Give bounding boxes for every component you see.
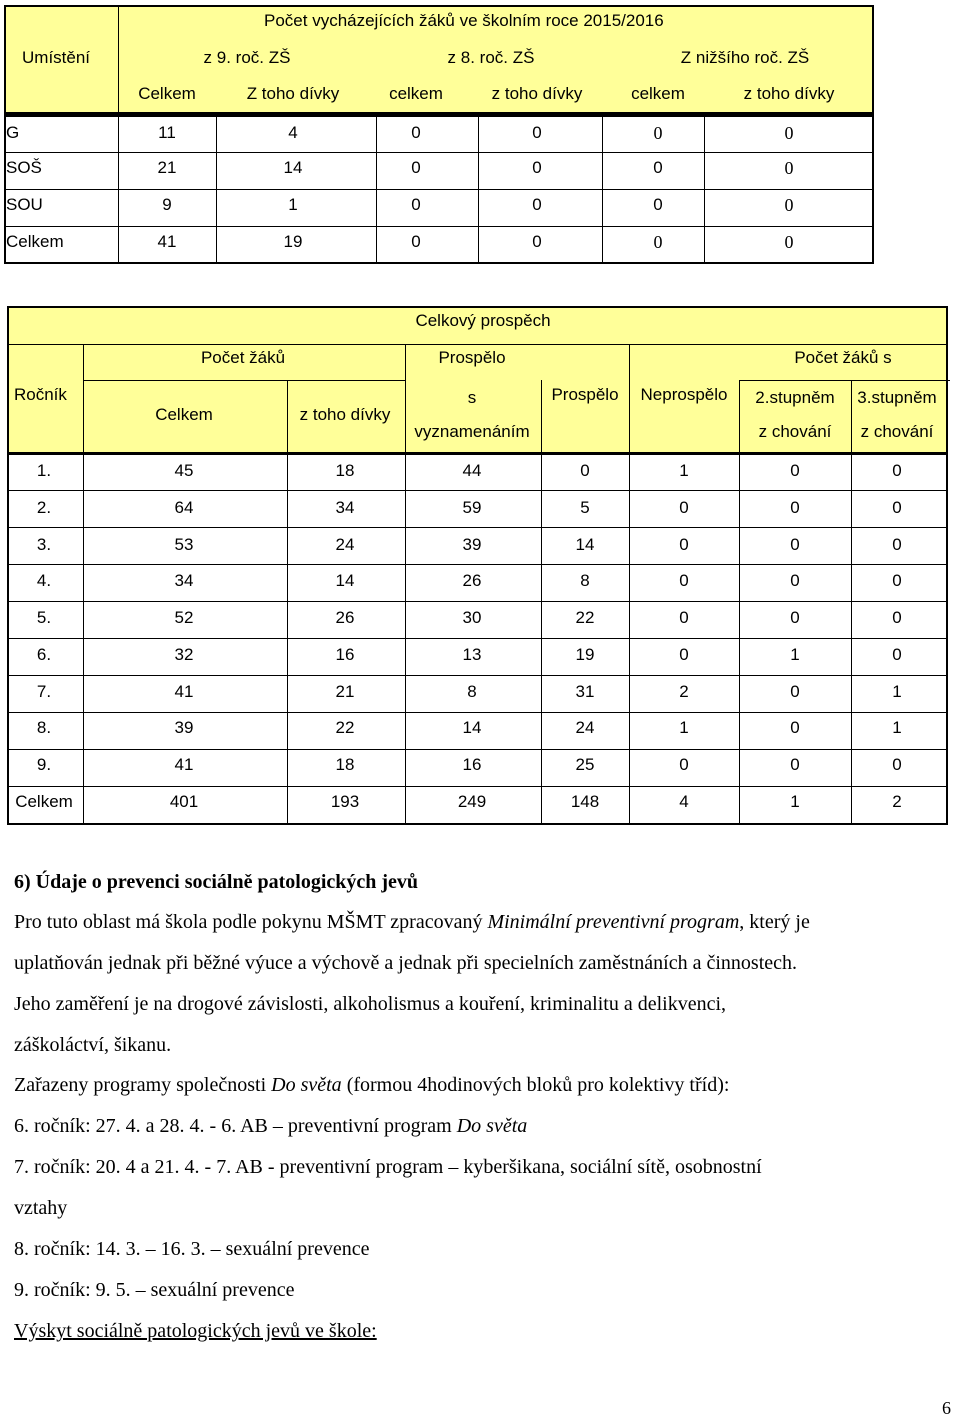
table2-cell: 31 <box>575 682 595 701</box>
table2-cell: 0 <box>892 645 902 664</box>
table2-cell: 16 <box>335 645 355 664</box>
table2-cell: 30 <box>462 608 482 627</box>
table2-cell: 249 <box>457 792 487 811</box>
table1-cell: 1 <box>288 195 298 214</box>
table2-cell: 45 <box>174 461 194 480</box>
paragraph-line: záškoláctví, šikanu. <box>14 1034 172 1056</box>
table2-prospelo-header: Prospělo <box>438 348 506 367</box>
table1-cell: 0 <box>784 195 794 215</box>
table2-cell: 1 <box>679 718 689 737</box>
table1-subheader: celkem <box>389 84 443 103</box>
table2-cell: 25 <box>575 755 595 774</box>
table2-cell: 0 <box>892 608 902 627</box>
table2-cell: 52 <box>174 608 194 627</box>
list-item: 9. ročník: 9. 5. – sexuální prevence <box>14 1279 295 1301</box>
table1-group-8: z 8. roč. ZŠ <box>447 48 535 67</box>
table1-subheader: z toho dívky <box>743 84 835 103</box>
table2-cell: 14 <box>335 571 355 590</box>
table1-subheader: celkem <box>631 84 685 103</box>
table2-cell: 22 <box>575 608 595 627</box>
table2-row-label: 2. <box>36 498 52 517</box>
table1-cell: 0 <box>532 158 542 177</box>
table1-cell: 11 <box>158 123 176 142</box>
table2-s-header: s <box>467 388 477 407</box>
section-heading: 6) Údaje o prevenci sociálně patologických jevů <box>14 871 419 893</box>
paragraph-line: Jeho zaměření je na drogové závislosti, alkoholismus a kouření, kriminalitu a delikvenci, <box>14 993 727 1015</box>
table2-cell: 18 <box>335 461 355 480</box>
table2-cell: 0 <box>790 755 800 774</box>
table1-row-label: SOU <box>6 195 43 214</box>
table1-cell: 9 <box>162 195 172 214</box>
table2-cell: 0 <box>679 535 689 554</box>
table1-cell: 4 <box>288 123 298 142</box>
table2-cell: 21 <box>335 682 355 701</box>
table2-cell: 24 <box>575 718 595 737</box>
table1-cell: 19 <box>283 232 303 251</box>
table1-group-lower: Z nižšího roč. ZŠ <box>680 48 810 67</box>
table2-cell: 14 <box>575 535 595 554</box>
table2-cell: 34 <box>174 571 194 590</box>
paragraph-line: Pro tuto oblast má škola podle pokynu MŠMT zpracovaný Minimální preventivní program, který je <box>14 911 810 933</box>
table2-row-label: 8. <box>36 718 52 737</box>
table1-cell: 0 <box>653 232 663 252</box>
table2-row-label: 6. <box>36 645 52 664</box>
table1-cell: 0 <box>411 123 421 142</box>
table1-body <box>4 114 874 264</box>
table2-cell: 0 <box>790 682 800 701</box>
table2-cell: 32 <box>174 645 194 664</box>
table2-cell: 18 <box>335 755 355 774</box>
table2-cell: 401 <box>169 792 199 811</box>
table2-row-label: 3. <box>36 535 52 554</box>
table2-cell: 39 <box>174 718 194 737</box>
table2-cell: 1 <box>790 645 800 664</box>
table2-cell: 0 <box>580 461 590 480</box>
table1-subheader: Z toho dívky <box>246 84 340 103</box>
table2-cell: 2 <box>679 682 689 701</box>
table2-cell: 0 <box>892 498 902 517</box>
list-item: vztahy <box>14 1197 68 1219</box>
table2-celkem-header: Celkem <box>155 405 213 424</box>
table2-cell: 148 <box>570 792 600 811</box>
table2-cell: 0 <box>679 571 689 590</box>
table1-cell: 0 <box>784 158 794 178</box>
table2-cell: 13 <box>462 645 482 664</box>
table2-row-label: 1. <box>36 461 52 480</box>
table2-title: Celkový prospěch <box>415 311 551 330</box>
table2-cell: 0 <box>892 535 902 554</box>
table2-stupen3-header: 3.stupněm <box>857 388 937 407</box>
table2-cell: 1 <box>790 792 800 811</box>
table2-cell: 39 <box>462 535 482 554</box>
table1-cell: 0 <box>653 195 663 214</box>
table2-cell: 0 <box>679 755 689 774</box>
table2-pocet-zaku-s-header: Počet žáků s <box>794 348 892 367</box>
table2-cell: 22 <box>335 718 355 737</box>
table2-chovani3-header: z chování <box>860 422 934 441</box>
table2-row-label: 9. <box>36 755 52 774</box>
table2-cell: 14 <box>462 718 482 737</box>
paragraph-line: Zařazeny programy společnosti Do světa (formou 4hodinových bloků pro kolektivy tříd): <box>14 1074 730 1096</box>
table1-row-label: Celkem <box>6 232 64 251</box>
table2-cell: 26 <box>462 571 482 590</box>
table1-cell: 0 <box>784 232 794 252</box>
table2-cell: 59 <box>462 498 482 517</box>
table2-cell: 1 <box>892 718 902 737</box>
subsection-heading: Výskyt sociálně patologických jevů ve škole: <box>14 1320 377 1342</box>
table2-cell: 41 <box>174 755 194 774</box>
table2-cell: 8 <box>580 571 590 590</box>
table2-row-label: 7. <box>36 682 52 701</box>
table1-cell: 0 <box>653 158 663 177</box>
table2-vyznamenanim-header: vyznamenáním <box>414 422 530 441</box>
table2-cell: 0 <box>679 608 689 627</box>
table1-cell: 0 <box>532 232 542 251</box>
table2-cell: 4 <box>679 792 689 811</box>
table1-umisteni-header: Umístění <box>22 48 91 67</box>
table1-cell: 0 <box>532 123 542 142</box>
table2-cell: 0 <box>790 535 800 554</box>
table2-neprospelo-header: Neprospělo <box>640 385 728 404</box>
table2-prospelo2-header: Prospělo <box>551 385 619 404</box>
table2-cell: 0 <box>679 645 689 664</box>
table2-row-label: 4. <box>36 571 52 590</box>
table1-group-9: z 9. roč. ZŠ <box>203 48 291 67</box>
list-item: 7. ročník: 20. 4 a 21. 4. - 7. AB - preventivní program – kyberšikana, sociální sítě, osobnostní <box>14 1156 762 1178</box>
table2-cell: 0 <box>892 755 902 774</box>
table2-cell: 1 <box>892 682 902 701</box>
table2-cell: 0 <box>790 571 800 590</box>
table1-cell: 14 <box>283 158 303 177</box>
table2-row-label: 5. <box>36 608 52 627</box>
table2-cell: 64 <box>174 498 194 517</box>
table2-cell: 0 <box>892 461 902 480</box>
table1-cell: 0 <box>653 123 663 143</box>
table1-cell: 41 <box>157 232 177 251</box>
table1-row-label: G <box>6 123 20 142</box>
table2-rocnik-header: Ročník <box>14 385 67 404</box>
table2-row-label: Celkem <box>15 792 73 811</box>
table1-cell: 0 <box>411 195 421 214</box>
table2-cell: 0 <box>790 498 800 517</box>
table2-cell: 41 <box>174 682 194 701</box>
table2-cell: 53 <box>174 535 194 554</box>
paragraph-line: uplatňován jednak při běžné výuce a výchově a jednak při specielních zaměstnáních a činnostech. <box>14 952 798 974</box>
table2-cell: 2 <box>892 792 902 811</box>
table2-cell: 0 <box>892 571 902 590</box>
table1-cell: 0 <box>784 123 794 143</box>
table2-cell: 44 <box>462 461 482 480</box>
table2-pocet-zaku-header: Počet žáků <box>200 348 286 367</box>
table2-cell: 0 <box>790 718 800 737</box>
table2-cell: 0 <box>679 498 689 517</box>
table2-cell: 24 <box>335 535 355 554</box>
page-number: 6 <box>942 1398 951 1418</box>
table2-cell: 8 <box>467 682 477 701</box>
table2-stupen2-header: 2.stupněm <box>755 388 835 407</box>
table1-cell: 21 <box>157 158 177 177</box>
table2-cell: 0 <box>790 461 800 480</box>
table1-row-label: SOŠ <box>6 158 42 177</box>
table2-cell: 0 <box>790 608 800 627</box>
table1-subheader: Celkem <box>138 84 196 103</box>
list-item: 8. ročník: 14. 3. – 16. 3. – sexuální prevence <box>14 1238 370 1260</box>
table2-cell: 34 <box>335 498 355 517</box>
table1-cell: 0 <box>411 158 421 177</box>
table2-cell: 19 <box>575 645 595 664</box>
table1-subheader: z toho dívky <box>491 84 583 103</box>
table1-title: Počet vycházejících žáků ve školním roce 2015/2016 <box>264 11 664 30</box>
list-item: 6. ročník: 27. 4. a 28. 4. - 6. AB – preventivní program Do světa <box>14 1115 528 1137</box>
table2-cell: 193 <box>330 792 360 811</box>
table1-cell: 0 <box>411 232 421 251</box>
table2-cell: 26 <box>335 608 355 627</box>
table2-chovani2-header: z chování <box>758 422 832 441</box>
table2-cell: 5 <box>580 498 590 517</box>
table2-cell: 16 <box>462 755 482 774</box>
table2-cell: 1 <box>679 461 689 480</box>
table2-divky-header: z toho dívky <box>299 405 391 424</box>
table1-cell: 0 <box>532 195 542 214</box>
